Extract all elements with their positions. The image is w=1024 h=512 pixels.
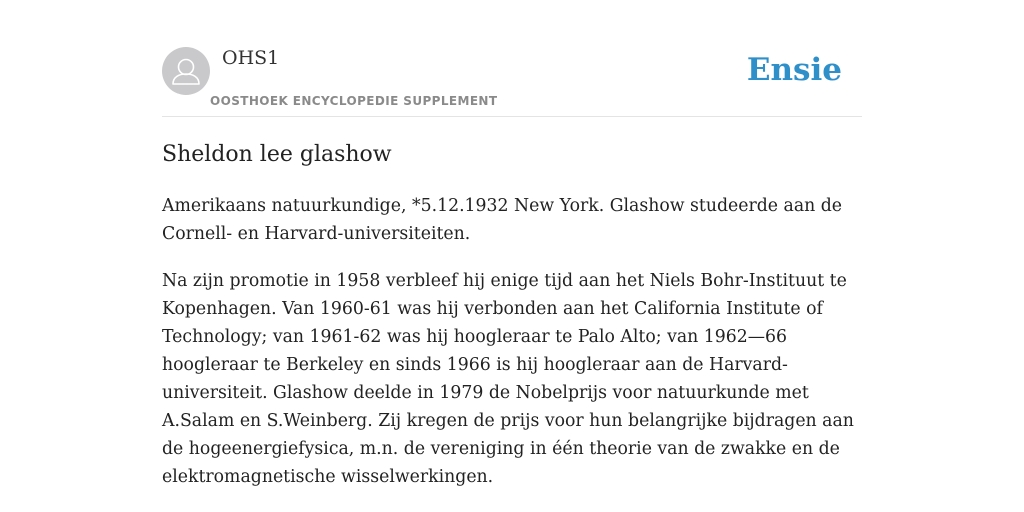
page-title: Sheldon lee glashow	[162, 142, 392, 167]
author-avatar[interactable]	[162, 47, 210, 95]
author-name[interactable]: OHS1	[222, 47, 280, 69]
paragraph: Na zijn promotie in 1958 verbleef hij enige tijd aan het Niels Bohr-Instituut te Kopenhagen. Van 1960-61 was hij verbonden aan het California Institute of Technology; van 1961-62 was hij hoogleraar te Palo Alto; van 1962—66 hoogleraar te Berkeley en sinds 1966 is hij hoogleraar aan de Harvard-universiteit. Glashow deelde in 1979 de Nobelprijs voor natuurkunde met A.Salam en S.Weinberg. Zij kregen de prijs voor hun belangrijke bijdragen aan de hogeenergiefysica, m.n. de vereniging in één theorie van de zwakke en de elektromagnetische wisselwerkingen.	[162, 271, 854, 487]
source-label[interactable]: OOSTHOEK ENCYCLOPEDIE SUPPLEMENT	[210, 94, 498, 108]
article-body	[162, 192, 862, 510]
ensie-logo[interactable]: Ensie	[746, 52, 842, 88]
user-icon	[162, 47, 210, 95]
header	[162, 40, 862, 117]
paragraph: Amerikaans natuurkundige, *5.12.1932 New York. Glashow studeerde aan de Cornell- en Harvard-universiteiten.	[162, 196, 843, 244]
